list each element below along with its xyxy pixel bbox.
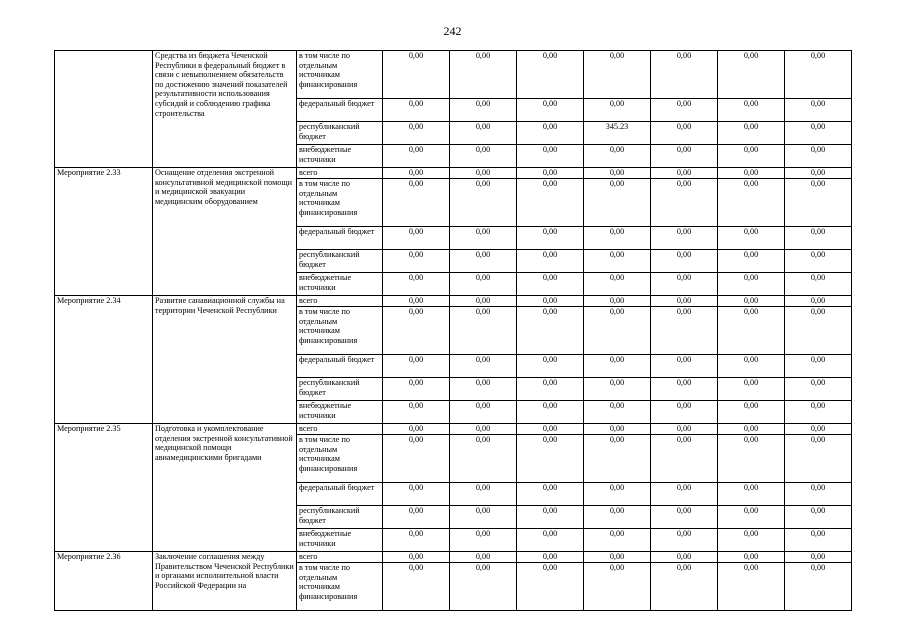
amount-cell: 0,00	[785, 307, 852, 355]
amount-cell: 0,00	[517, 355, 584, 378]
event-description-cell: Развитие санавиационной службы на территории Чеченской Республики	[153, 296, 297, 424]
amount-cell: 0,00	[584, 483, 651, 506]
amount-cell: 0,00	[718, 307, 785, 355]
amount-cell: 0,00	[450, 435, 517, 483]
amount-cell: 0,00	[383, 307, 450, 355]
amount-cell: 0,00	[517, 250, 584, 273]
funding-source-cell: федеральный бюджет	[297, 99, 383, 122]
amount-cell: 0,00	[584, 273, 651, 296]
amount-cell: 0,00	[450, 99, 517, 122]
amount-cell: 0,00	[517, 529, 584, 552]
amount-cell: 0,00	[651, 51, 718, 99]
page-number: 242	[443, 24, 462, 38]
amount-cell: 0,00	[450, 296, 517, 307]
amount-cell: 0,00	[450, 483, 517, 506]
amount-cell: 0,00	[651, 168, 718, 179]
amount-cell: 0,00	[383, 227, 450, 250]
amount-cell: 0,00	[651, 529, 718, 552]
funding-source-cell: внебюджетные источники	[297, 273, 383, 296]
amount-cell: 0,00	[517, 99, 584, 122]
amount-cell: 0,00	[383, 355, 450, 378]
amount-cell: 0,00	[785, 552, 852, 563]
amount-cell: 0,00	[450, 51, 517, 99]
amount-cell: 0,00	[383, 168, 450, 179]
amount-cell: 0,00	[718, 250, 785, 273]
amount-cell: 0,00	[450, 552, 517, 563]
funding-source-cell: в том числе по отдельным источникам финансирования	[297, 435, 383, 483]
amount-cell: 0,00	[718, 168, 785, 179]
amount-cell: 0,00	[718, 227, 785, 250]
amount-cell: 0,00	[450, 424, 517, 435]
amount-cell: 0,00	[718, 51, 785, 99]
budget-table	[54, 50, 852, 611]
amount-cell: 0,00	[718, 483, 785, 506]
amount-cell: 0,00	[450, 529, 517, 552]
amount-cell: 0,00	[718, 401, 785, 424]
amount-cell: 0,00	[450, 378, 517, 401]
amount-cell: 0,00	[651, 506, 718, 529]
amount-cell: 0,00	[718, 424, 785, 435]
amount-cell: 0,00	[450, 122, 517, 145]
amount-cell: 0,00	[718, 355, 785, 378]
amount-cell: 0,00	[718, 273, 785, 296]
funding-source-cell: республиканский бюджет	[297, 378, 383, 401]
amount-cell: 0,00	[785, 250, 852, 273]
funding-source-cell: внебюджетные источники	[297, 401, 383, 424]
amount-cell: 0,00	[718, 122, 785, 145]
table-row	[55, 168, 852, 179]
amount-cell: 0,00	[785, 424, 852, 435]
amount-cell: 0,00	[651, 179, 718, 227]
amount-cell: 0,00	[584, 51, 651, 99]
amount-cell: 0,00	[584, 307, 651, 355]
amount-cell: 0,00	[718, 99, 785, 122]
amount-cell: 0,00	[651, 122, 718, 145]
amount-cell: 0,00	[450, 563, 517, 611]
amount-cell: 0,00	[450, 273, 517, 296]
amount-cell: 0,00	[383, 273, 450, 296]
amount-cell: 0,00	[517, 435, 584, 483]
amount-cell: 0,00	[718, 552, 785, 563]
amount-cell: 0,00	[517, 145, 584, 168]
amount-cell: 0,00	[450, 355, 517, 378]
amount-cell: 0,00	[651, 552, 718, 563]
amount-cell: 0,00	[383, 424, 450, 435]
amount-cell: 0,00	[718, 179, 785, 227]
amount-cell: 0,00	[651, 355, 718, 378]
amount-cell: 0,00	[517, 307, 584, 355]
amount-cell: 0,00	[584, 168, 651, 179]
amount-cell: 0,00	[651, 99, 718, 122]
amount-cell: 0,00	[450, 227, 517, 250]
amount-cell: 0,00	[517, 401, 584, 424]
event-description-cell: Средства из бюджета Чеченской Республики в федеральный бюджет в связи с невыполнением обязательств по достижению значений показателей результативности использования субсидий и соблюдению графика строительства	[153, 51, 297, 168]
amount-cell: 0,00	[651, 483, 718, 506]
funding-source-cell: республиканский бюджет	[297, 122, 383, 145]
amount-cell: 0,00	[785, 401, 852, 424]
amount-cell: 0,00	[517, 122, 584, 145]
amount-cell: 0,00	[584, 179, 651, 227]
event-description-cell: Оснащение отделения экстренной консультативной медицинской помощи и медицинской эвакуации медицинским оборудованием	[153, 168, 297, 296]
table-row	[55, 424, 852, 435]
amount-cell: 0,00	[584, 250, 651, 273]
amount-cell: 0,00	[517, 273, 584, 296]
amount-cell: 0,00	[651, 296, 718, 307]
amount-cell: 0,00	[651, 435, 718, 483]
amount-cell: 0,00	[383, 435, 450, 483]
event-name-cell: Мероприятие 2.36	[55, 552, 153, 611]
amount-cell: 0,00	[584, 424, 651, 435]
amount-cell: 0,00	[785, 506, 852, 529]
amount-cell: 0,00	[785, 563, 852, 611]
table-row	[55, 552, 852, 563]
amount-cell: 0,00	[651, 378, 718, 401]
funding-source-cell: федеральный бюджет	[297, 483, 383, 506]
amount-cell: 0,00	[718, 145, 785, 168]
amount-cell: 0,00	[785, 122, 852, 145]
funding-source-cell: федеральный бюджет	[297, 355, 383, 378]
amount-cell: 0,00	[584, 529, 651, 552]
amount-cell: 0,00	[651, 250, 718, 273]
amount-cell: 345.23	[584, 122, 651, 145]
amount-cell: 0,00	[383, 122, 450, 145]
amount-cell: 0,00	[785, 529, 852, 552]
amount-cell: 0,00	[383, 145, 450, 168]
amount-cell: 0,00	[651, 401, 718, 424]
amount-cell: 0,00	[785, 296, 852, 307]
funding-source-cell: внебюджетные источники	[297, 145, 383, 168]
funding-source-cell: республиканский бюджет	[297, 506, 383, 529]
amount-cell: 0,00	[584, 401, 651, 424]
amount-cell: 0,00	[584, 378, 651, 401]
amount-cell: 0,00	[785, 378, 852, 401]
amount-cell: 0,00	[450, 307, 517, 355]
funding-source-cell: в том числе по отдельным источникам финансирования	[297, 563, 383, 611]
amount-cell: 0,00	[383, 51, 450, 99]
amount-cell: 0,00	[517, 51, 584, 99]
amount-cell: 0,00	[450, 145, 517, 168]
amount-cell: 0,00	[718, 378, 785, 401]
amount-cell: 0,00	[651, 273, 718, 296]
amount-cell: 0,00	[785, 179, 852, 227]
amount-cell: 0,00	[718, 296, 785, 307]
amount-cell: 0,00	[785, 51, 852, 99]
table-row	[55, 296, 852, 307]
amount-cell: 0,00	[383, 296, 450, 307]
amount-cell: 0,00	[383, 378, 450, 401]
event-description-cell: Заключение соглашения между Правительством Чеченской Республики и органами исполнительной власти Российской Федерации на	[153, 552, 297, 611]
amount-cell: 0,00	[517, 506, 584, 529]
amount-cell: 0,00	[651, 307, 718, 355]
amount-cell: 0,00	[517, 296, 584, 307]
amount-cell: 0,00	[383, 179, 450, 227]
amount-cell: 0,00	[517, 552, 584, 563]
amount-cell: 0,00	[785, 145, 852, 168]
event-description-cell: Подготовка и укомплектование отделения экстренной консультативной медицинской помощи авиамедицинскими бригадами	[153, 424, 297, 552]
amount-cell: 0,00	[450, 179, 517, 227]
amount-cell: 0,00	[584, 435, 651, 483]
amount-cell: 0,00	[383, 250, 450, 273]
amount-cell: 0,00	[718, 563, 785, 611]
amount-cell: 0,00	[584, 296, 651, 307]
amount-cell: 0,00	[651, 227, 718, 250]
amount-cell: 0,00	[584, 552, 651, 563]
amount-cell: 0,00	[450, 401, 517, 424]
amount-cell: 0,00	[785, 483, 852, 506]
funding-source-cell: всего	[297, 552, 383, 563]
funding-source-cell: всего	[297, 168, 383, 179]
amount-cell: 0,00	[450, 506, 517, 529]
amount-cell: 0,00	[718, 529, 785, 552]
amount-cell: 0,00	[383, 506, 450, 529]
amount-cell: 0,00	[651, 424, 718, 435]
amount-cell: 0,00	[450, 168, 517, 179]
amount-cell: 0,00	[517, 378, 584, 401]
amount-cell: 0,00	[785, 168, 852, 179]
amount-cell: 0,00	[584, 355, 651, 378]
amount-cell: 0,00	[785, 273, 852, 296]
amount-cell: 0,00	[584, 99, 651, 122]
amount-cell: 0,00	[517, 483, 584, 506]
amount-cell: 0,00	[584, 563, 651, 611]
amount-cell: 0,00	[785, 435, 852, 483]
amount-cell: 0,00	[718, 506, 785, 529]
amount-cell: 0,00	[383, 99, 450, 122]
amount-cell: 0,00	[785, 355, 852, 378]
amount-cell: 0,00	[718, 435, 785, 483]
event-name-cell	[55, 51, 153, 168]
amount-cell: 0,00	[450, 250, 517, 273]
amount-cell: 0,00	[517, 563, 584, 611]
amount-cell: 0,00	[383, 483, 450, 506]
amount-cell: 0,00	[517, 227, 584, 250]
funding-source-cell: всего	[297, 296, 383, 307]
funding-source-cell: федеральный бюджет	[297, 227, 383, 250]
funding-source-cell: в том числе по отдельным источникам финансирования	[297, 179, 383, 227]
amount-cell: 0,00	[785, 227, 852, 250]
amount-cell: 0,00	[584, 506, 651, 529]
amount-cell: 0,00	[383, 552, 450, 563]
amount-cell: 0,00	[651, 563, 718, 611]
amount-cell: 0,00	[517, 179, 584, 227]
funding-source-cell: в том числе по отдельным источникам финансирования	[297, 51, 383, 99]
amount-cell: 0,00	[383, 401, 450, 424]
amount-cell: 0,00	[383, 529, 450, 552]
amount-cell: 0,00	[584, 145, 651, 168]
amount-cell: 0,00	[651, 145, 718, 168]
funding-source-cell: внебюджетные источники	[297, 529, 383, 552]
amount-cell: 0,00	[785, 99, 852, 122]
table-row	[55, 51, 852, 99]
amount-cell: 0,00	[383, 563, 450, 611]
amount-cell: 0,00	[517, 168, 584, 179]
event-name-cell: Мероприятие 2.33	[55, 168, 153, 296]
amount-cell: 0,00	[584, 227, 651, 250]
funding-source-cell: всего	[297, 424, 383, 435]
amount-cell: 0,00	[517, 424, 584, 435]
event-name-cell: Мероприятие 2.34	[55, 296, 153, 424]
funding-source-cell: республиканский бюджет	[297, 250, 383, 273]
funding-source-cell: в том числе по отдельным источникам финансирования	[297, 307, 383, 355]
event-name-cell: Мероприятие 2.35	[55, 424, 153, 552]
